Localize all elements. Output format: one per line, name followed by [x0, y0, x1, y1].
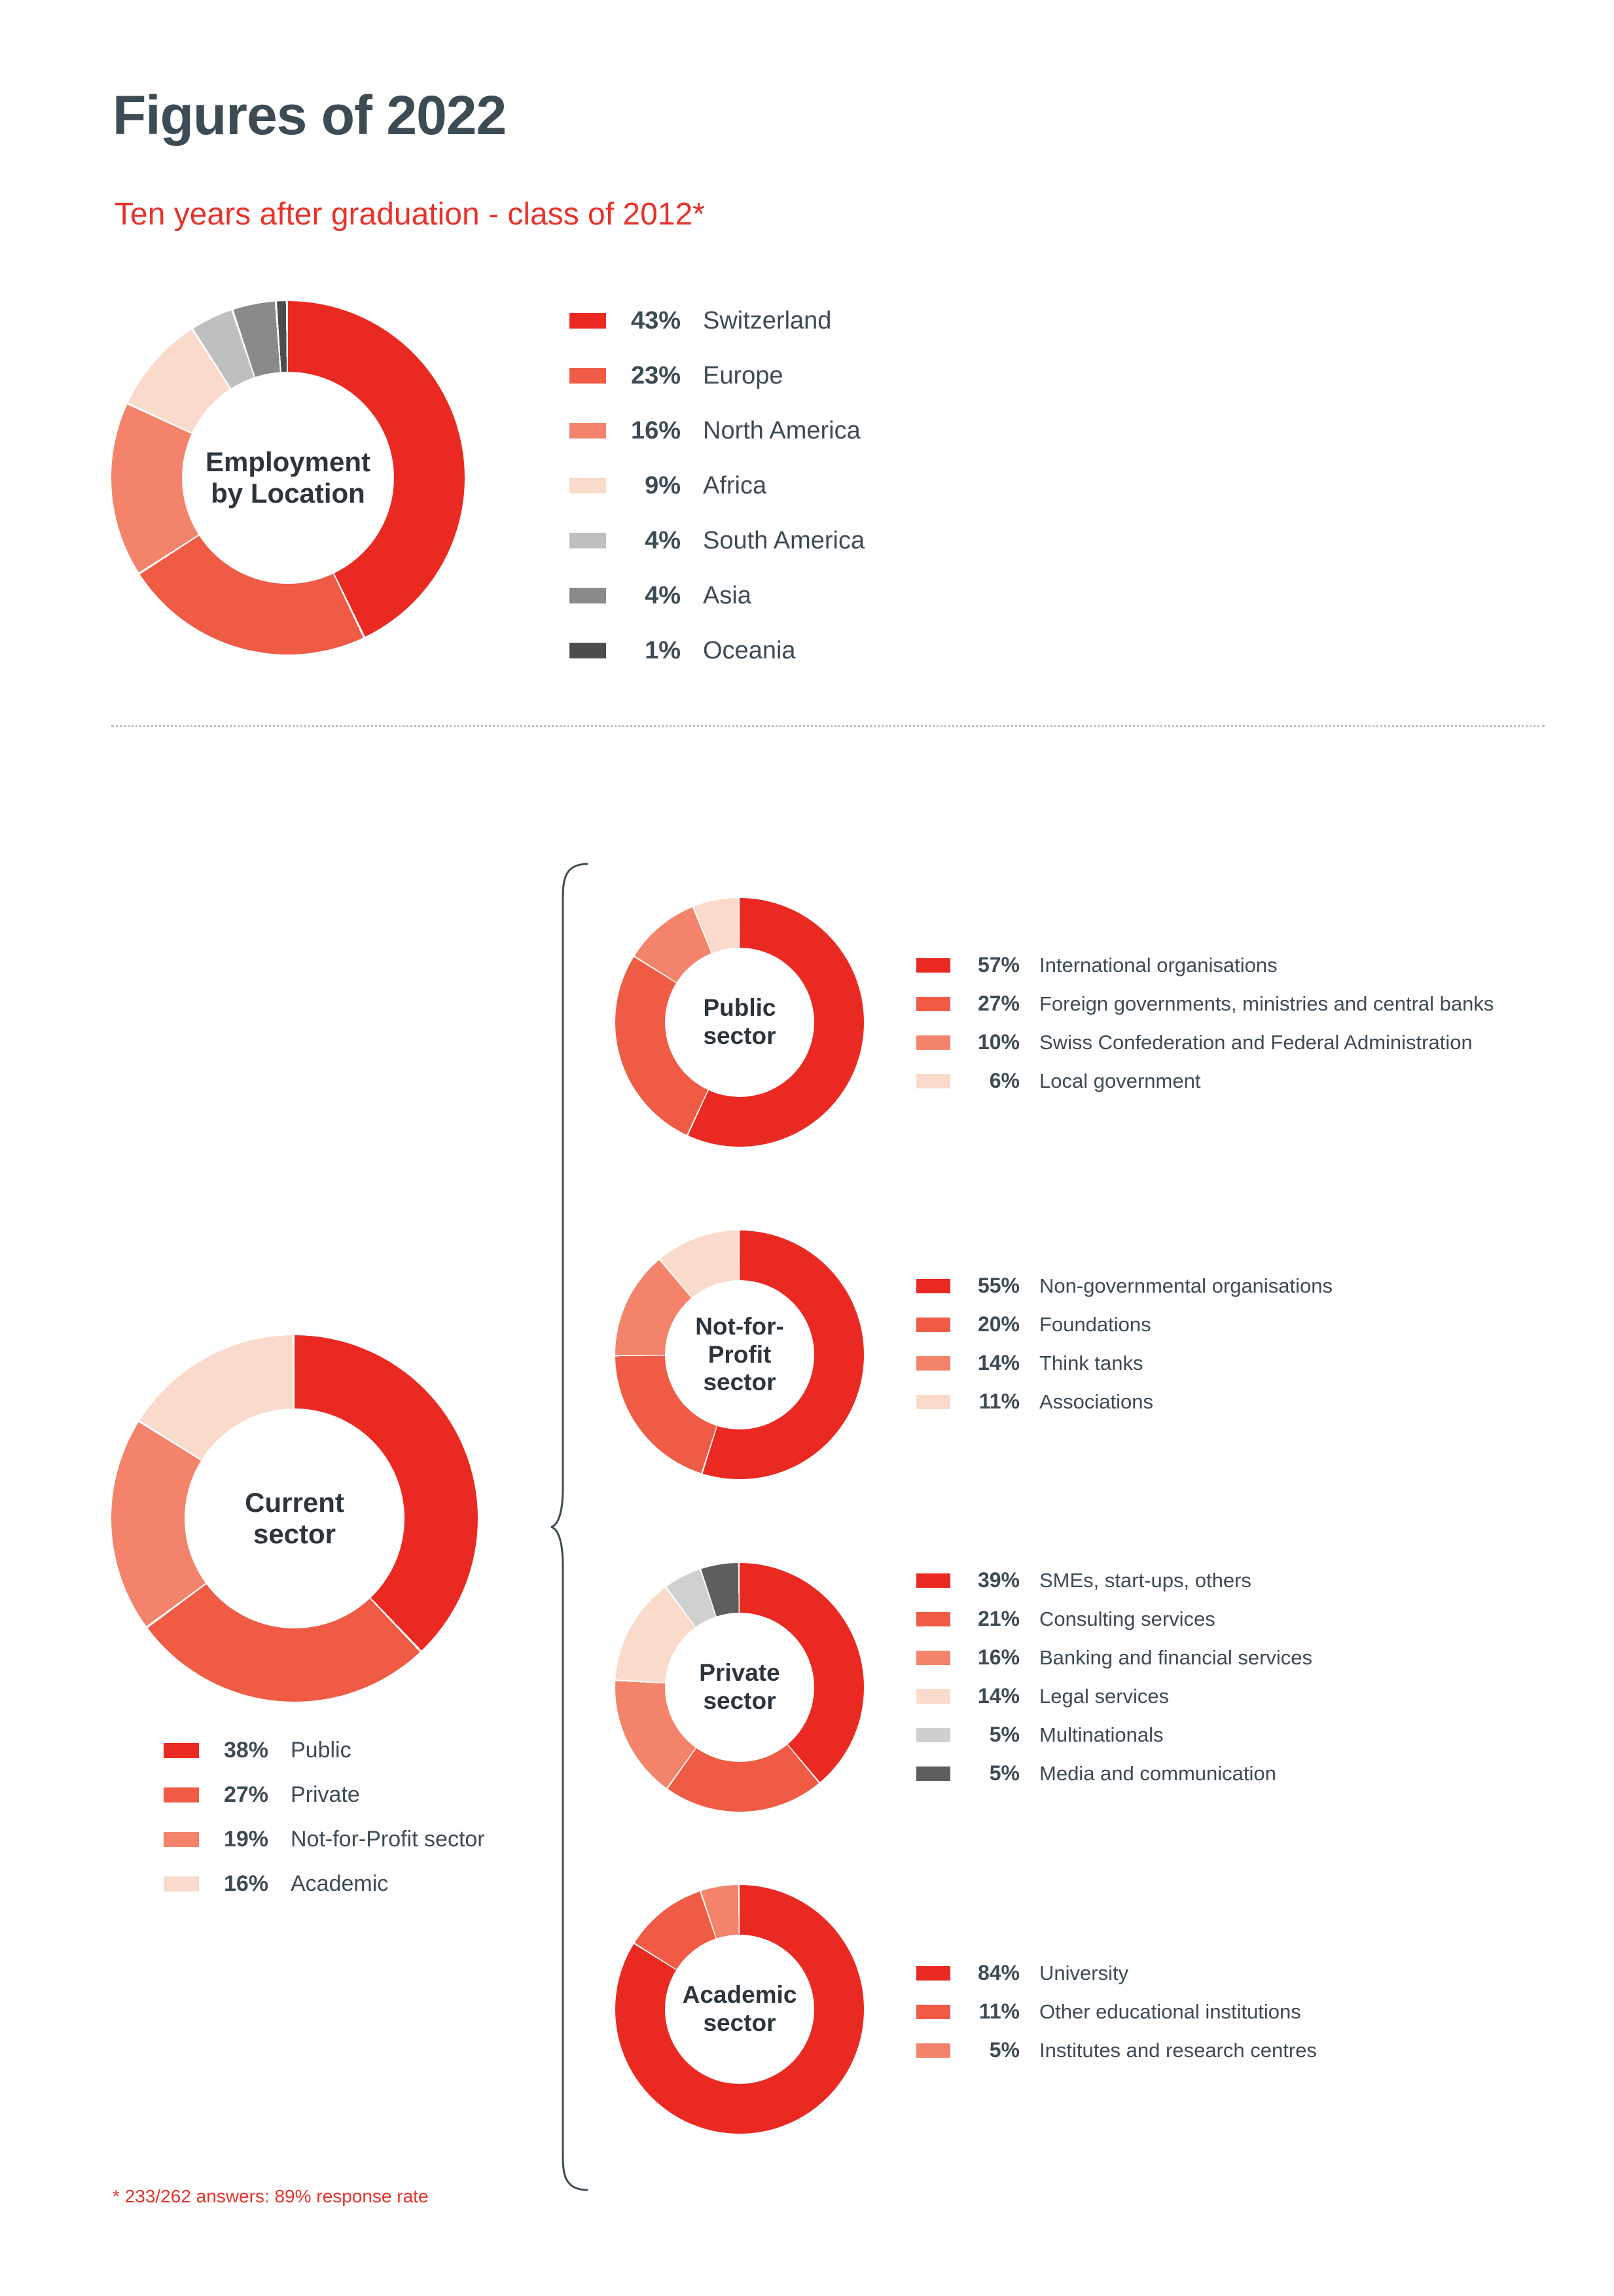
legend-value: 4%: [645, 526, 681, 554]
legend-value: 55%: [977, 1274, 1020, 1297]
legend-public-sector: [916, 946, 1494, 1100]
legend-value: 38%: [223, 1737, 268, 1763]
legend-item: [916, 984, 1494, 1023]
legend-swatch: [164, 1743, 199, 1758]
legend-value: 11%: [978, 2000, 1020, 2023]
legend-item: [569, 623, 865, 678]
legend-swatch: [916, 1318, 950, 1332]
legend-item: [569, 513, 865, 568]
legend-label: Africa: [703, 471, 767, 499]
legend-value: 27%: [977, 992, 1020, 1015]
legend-label: Oceania: [703, 636, 796, 664]
legend-item: [164, 1772, 485, 1817]
legend-value: 1%: [645, 636, 681, 664]
legend-value: 39%: [977, 1568, 1020, 1592]
legend-label: Academic: [291, 1871, 389, 1896]
legend-label: Not-for-Profit sector: [291, 1826, 485, 1852]
legend-value: 19%: [223, 1826, 268, 1852]
legend-item: [164, 1817, 485, 1861]
legend-label: Other educational institutions: [1039, 2000, 1301, 2023]
legend-item: [916, 1305, 1333, 1344]
legend-label: Banking and financial services: [1039, 1645, 1313, 1669]
donut-public-sector: [615, 898, 864, 1147]
legend-item: [916, 1561, 1312, 1600]
legend-item: [164, 1861, 485, 1906]
legend-label: Switzerland: [703, 306, 832, 334]
legend-swatch: [569, 533, 606, 548]
legend-label: Associations: [1039, 1390, 1154, 1413]
bracket-connector: [550, 863, 589, 2191]
legend-swatch: [569, 643, 606, 658]
footnote: * 233/262 answers: 89% response rate: [113, 2186, 429, 2206]
donut-center-label-public: Public sector: [703, 994, 776, 1049]
legend-value: 5%: [989, 1723, 1020, 1746]
legend-value: 16%: [977, 1645, 1020, 1669]
legend-value: 16%: [630, 416, 681, 444]
legend-value: 21%: [977, 1607, 1020, 1630]
page-title: Figures of 2022: [113, 84, 507, 146]
legend-swatch: [569, 313, 606, 329]
legend-item: [916, 1344, 1333, 1382]
legend-item: [569, 568, 865, 623]
legend-swatch: [164, 1787, 199, 1803]
legend-value: 43%: [630, 306, 681, 334]
legend-item: [916, 1677, 1312, 1715]
legend-label: University: [1039, 1961, 1129, 1984]
legend-label: Legal services: [1039, 1684, 1170, 1708]
legend-item: [569, 458, 865, 513]
legend-swatch: [916, 2005, 950, 2019]
legend-swatch: [569, 423, 606, 439]
legend-swatch: [569, 588, 606, 603]
legend-value: 5%: [989, 1761, 1020, 1785]
legend-not-for-profit-sector: [916, 1266, 1333, 1421]
legend-label: Public: [291, 1737, 351, 1763]
legend-swatch: [164, 1832, 199, 1847]
legend-swatch: [916, 1966, 950, 1981]
legend-label: Consulting services: [1039, 1607, 1215, 1630]
legend-item: [916, 946, 1494, 984]
legend-item: [916, 1266, 1333, 1305]
legend-item: [916, 2031, 1317, 2070]
donut-academic-sector: [615, 1885, 864, 2134]
legend-value: 14%: [977, 1351, 1020, 1374]
donut-private-sector: [615, 1563, 864, 1812]
legend-item: [916, 1600, 1312, 1638]
legend-swatch: [916, 958, 950, 973]
legend-label: Swiss Confederation and Federal Administration: [1039, 1030, 1473, 1054]
legend-label: South America: [703, 526, 865, 554]
legend-swatch: [916, 1074, 950, 1088]
legend-item: [916, 1382, 1333, 1421]
legend-label: Think tanks: [1039, 1351, 1143, 1374]
legend-value: 9%: [645, 471, 681, 499]
legend-swatch: [916, 2043, 950, 2058]
legend-item: [916, 1023, 1494, 1062]
legend-label: SMEs, start-ups, others: [1039, 1568, 1251, 1592]
legend-label: Private: [291, 1782, 360, 1807]
legend-swatch: [916, 1573, 950, 1588]
legend-swatch: [916, 1395, 950, 1409]
legend-swatch: [164, 1876, 199, 1892]
legend-item: [916, 1954, 1317, 1992]
donut-center-label-academic: Academic sector: [682, 1981, 797, 2036]
legend-swatch: [916, 1651, 950, 1665]
donut-employment-by-location: [111, 301, 465, 655]
legend-value: 6%: [989, 1069, 1020, 1092]
donut-center-label-location: Employment by Location: [205, 446, 371, 509]
legend-value: 14%: [977, 1684, 1020, 1708]
legend-value: 10%: [977, 1030, 1020, 1054]
legend-label: Media and communication: [1039, 1761, 1276, 1785]
legend-item: [164, 1728, 485, 1772]
legend-label: North America: [703, 416, 861, 444]
legend-label: Europe: [703, 361, 783, 389]
legend-item: [916, 1062, 1494, 1100]
donut-center-label-nfp: Not-for- Profit sector: [695, 1313, 784, 1396]
legend-item: [569, 403, 865, 458]
legend-value: 57%: [977, 953, 1020, 977]
legend-label: Multinationals: [1039, 1723, 1164, 1746]
section-divider: [111, 725, 1545, 727]
legend-label: Non-governmental organisations: [1039, 1274, 1333, 1297]
legend-label: Foreign governments, ministries and central banks: [1039, 992, 1494, 1015]
legend-swatch: [916, 1612, 950, 1626]
legend-swatch: [916, 1356, 950, 1371]
donut-center-label-current: Current sector: [245, 1486, 344, 1549]
legend-value: 84%: [977, 1961, 1020, 1984]
legend-employment-by-location: [569, 293, 865, 678]
legend-value: 16%: [223, 1871, 268, 1896]
legend-label: International organisations: [1039, 953, 1278, 977]
legend-value: 20%: [977, 1312, 1020, 1336]
legend-current-sector: [164, 1728, 485, 1906]
legend-swatch: [916, 1035, 950, 1050]
legend-swatch: [916, 1767, 950, 1781]
donut-current-sector: [111, 1335, 478, 1702]
page-subtitle: Ten years after graduation - class of 2012*: [115, 197, 705, 232]
legend-swatch: [916, 1728, 950, 1742]
legend-swatch: [916, 1689, 950, 1704]
legend-item: [916, 1715, 1312, 1754]
legend-academic-sector: [916, 1954, 1317, 2070]
legend-value: 23%: [630, 361, 681, 389]
legend-swatch: [569, 478, 606, 493]
legend-label: Institutes and research centres: [1039, 2038, 1317, 2062]
legend-label: Local government: [1039, 1069, 1201, 1092]
legend-private-sector: [916, 1561, 1312, 1793]
donut-not-for-profit-sector: [615, 1230, 864, 1479]
legend-swatch: [916, 997, 950, 1011]
legend-item: [569, 348, 865, 403]
legend-value: 5%: [989, 2038, 1020, 2062]
legend-item: [916, 1638, 1312, 1677]
donut-center-label-private: Private sector: [699, 1659, 780, 1714]
legend-item: [916, 1992, 1317, 2031]
legend-value: 4%: [645, 581, 681, 609]
legend-label: Asia: [703, 581, 751, 609]
legend-item: [916, 1754, 1312, 1793]
legend-swatch: [916, 1279, 950, 1293]
legend-value: 11%: [978, 1390, 1020, 1413]
legend-item: [569, 293, 865, 348]
legend-swatch: [569, 368, 606, 384]
legend-value: 27%: [223, 1782, 268, 1807]
legend-label: Foundations: [1039, 1312, 1151, 1336]
